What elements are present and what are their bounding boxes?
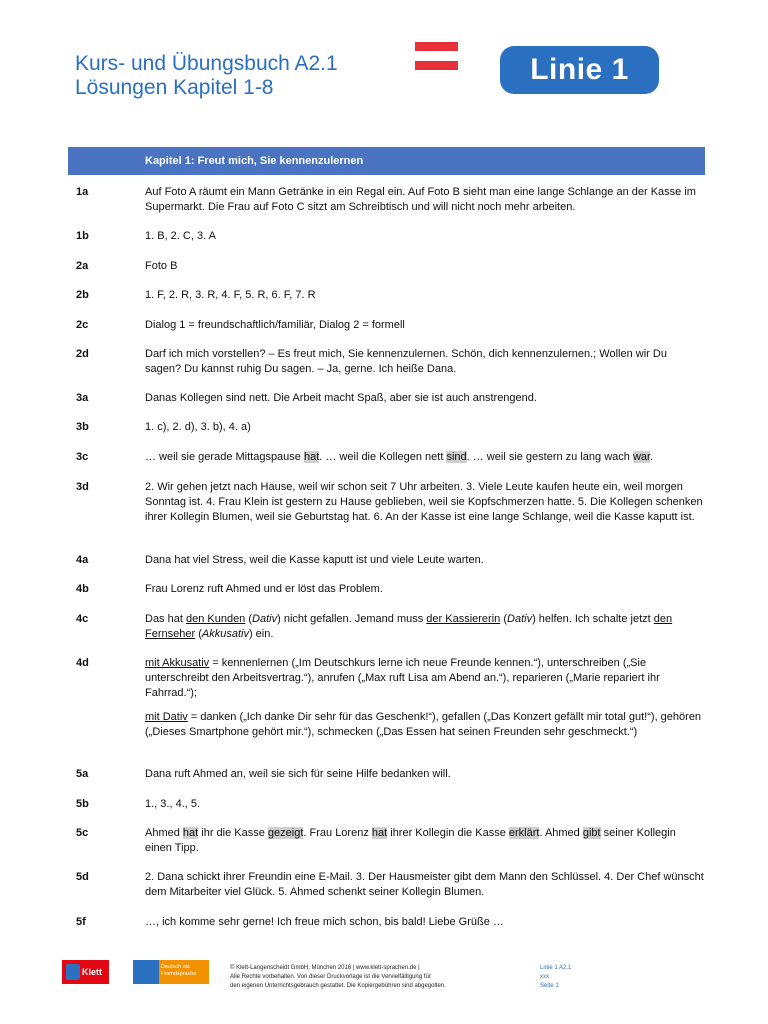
solution-text — [145, 915, 705, 930]
text-segment: Ahmed — [145, 827, 183, 839]
klett-logo — [62, 960, 109, 984]
flag-stripe-top — [415, 42, 458, 51]
text-segment: ) ein. — [248, 628, 274, 640]
text-segment: Auf Foto A räumt ein Mann Getränke in ein Regal ein. Auf Foto B sieht man eine lange Schlange an der Kasse im Supermarkt. Die Frau auf Foto C sitzt am Schreibtisch und will nicht noch mehr arbeiten. — [145, 186, 696, 213]
text-segment: 1. F, 2. R, 3. R, 4. F, 5. R, 6. F, 7. R — [145, 289, 316, 301]
exercise-label: 5a — [76, 768, 89, 780]
copyright-line: Alle Rechte vorbehalten. Von dieser Druckvorlage ist die Vervielfältigung für — [230, 974, 431, 980]
underlined-term: mit Dativ — [145, 711, 188, 723]
highlighted-verb: gibt — [582, 827, 601, 839]
klett-mark-icon — [66, 964, 80, 980]
text-segment: = kennenlernen („Im Deutschkurs lerne ich neue Freunde kennen.“), unterschreiben („Sie unterschreibt den Arbeitsvertrag.“), anrufen („Max ruft Lisa am Abend an.“), reparieren („Marie repariert ihr Fahrrad.“); — [145, 657, 660, 699]
text-segment: ihrer Kollegin die Kasse — [387, 827, 509, 839]
solution-text — [145, 229, 705, 244]
exercise-label: 5d — [76, 871, 89, 883]
text-segment: = danken („Ich danke Dir sehr für das Geschenk!“), gefallen („Das Konzert gefällt mir total gut!“), gehören („Dieses Smartphone gehört mir.“), schmecken („Das Essen hat seinen Freunden sehr geschmeckt.“) — [145, 711, 702, 738]
title-line-1: Kurs- und Übungsbuch A2.1 — [75, 52, 338, 75]
solution-text — [145, 318, 705, 333]
text-segment: Frau Lorenz ruft Ahmed und er löst das Problem. — [145, 583, 383, 595]
exercise-label: 2a — [76, 260, 89, 272]
highlighted-verb: erklärt — [508, 827, 540, 839]
highlighted-verb: hat — [182, 827, 199, 839]
solution-text — [145, 612, 705, 642]
exercise-label: 3c — [76, 451, 89, 463]
solution-text — [145, 450, 705, 465]
highlighted-verb: hat — [303, 451, 320, 463]
solution-text — [145, 553, 705, 568]
solution-text — [145, 259, 705, 274]
exercise-label: 4d — [76, 657, 89, 669]
copyright-text — [230, 964, 520, 991]
text-segment: ( — [195, 628, 202, 640]
solution-text — [145, 710, 705, 740]
solution-text — [145, 656, 705, 701]
exercise-label: 4c — [76, 613, 89, 625]
case-label: Dativ — [252, 613, 278, 625]
solution-text — [145, 288, 705, 303]
exercise-label: 4b — [76, 583, 89, 595]
exercise-label: 1b — [76, 230, 89, 242]
page-info — [540, 964, 571, 991]
text-segment: ( — [500, 613, 508, 625]
exercise-label: 2c — [76, 319, 89, 331]
text-segment: … weil sie gerade Mittagspause — [145, 451, 304, 463]
exercise-label: 3b — [76, 421, 89, 433]
text-segment: ) nicht gefallen. Jemand muss — [277, 613, 427, 625]
text-segment: . … weil sie gestern zu lang wach — [466, 451, 633, 463]
highlighted-verb: war — [632, 451, 651, 463]
text-segment: 1. c), 2. d), 3. b), 4. a) — [145, 421, 251, 433]
highlighted-verb: sind — [446, 451, 467, 463]
copyright-line: © Klett-Langenscheidt GmbH, München 2016 | www.klett-sprachen.de | — [230, 965, 420, 971]
text-segment: Darf ich mich vorstellen? – Es freut mich, Sie kennenzulernen. Schön, dich kennenzulernen.; Wollen wir Du sagen? Du kannst ruhig Du sagen. – Ja, gerne. Ich heiße Dana. — [145, 348, 667, 375]
text-segment: ( — [245, 613, 253, 625]
solution-text — [145, 582, 705, 597]
solution-text — [145, 420, 705, 435]
text-segment: . — [650, 451, 654, 463]
daf-logo — [133, 960, 209, 984]
title-line-2: Lösungen Kapitel 1-8 — [75, 76, 274, 99]
text-segment: Danas Kollegen sind nett. Die Arbeit macht Spaß, aber sie ist auch anstrengend. — [145, 392, 537, 404]
text-segment: Dialog 1 = freundschaftlich/familiär, Dialog 2 = formell — [145, 319, 405, 331]
exercise-label: 3d — [76, 481, 89, 493]
text-segment: . Frau Lorenz — [303, 827, 372, 839]
exercise-label: 3a — [76, 392, 89, 404]
text-segment: …, ich komme sehr gerne! Ich freue mich schon, bis bald! Liebe Grüße … — [145, 916, 504, 928]
text-segment: 1. B, 2. C, 3. A — [145, 230, 216, 242]
chapter-header-bar — [68, 147, 705, 175]
solution-text — [145, 870, 705, 900]
case-label: Akkusativ — [201, 628, 249, 640]
page-number: Seite 1 — [540, 983, 559, 989]
flag-stripe-bottom — [415, 61, 458, 70]
linie1-logo: Linie 1 — [500, 46, 659, 94]
text-segment: . … weil die Kollegen nett — [319, 451, 447, 463]
text-segment: 2. Wir gehen jetzt nach Hause, weil wir schon seit 7 Uhr arbeiten. 3. Viele Leute kaufen heute ein, weil morgen Sonntag ist. 4. Frau Klein ist gestern zu Hause geblieben, weil sie Kopfschmerzen hatte. 5. Die Kollegen schenken ihrer Kollegin Blumen, weil sie Geburtstag hat. 6. An der Kasse ist eine lange Schlange, weil die Kasse kaputt ist. — [145, 481, 703, 523]
text-segment: Dana hat viel Stress, weil die Kasse kaputt ist und viele Leute warten. — [145, 554, 484, 566]
text-segment: Foto B — [145, 260, 178, 272]
exercise-label: 4a — [76, 554, 89, 566]
text-segment: ihr die Kasse — [198, 827, 268, 839]
exercise-label: 5f — [76, 916, 86, 928]
flag-stripe-middle — [415, 51, 458, 60]
underlined-term: den Fernseher — [145, 613, 673, 640]
solution-text — [145, 185, 705, 215]
highlighted-verb: gezeigt — [267, 827, 304, 839]
underlined-term: mit Akkusativ — [145, 657, 210, 669]
solution-text — [145, 391, 705, 406]
text-segment: seiner Kollegin einen Tipp. — [145, 827, 676, 854]
chapter-title: Kapitel 1: Freut mich, Sie kennenzulernen — [145, 155, 364, 167]
footer — [0, 960, 768, 1000]
page-info-book: Linie 1 A2.1 — [540, 965, 572, 971]
solution-text — [145, 826, 705, 856]
highlighted-verb: hat — [371, 827, 388, 839]
page-info-code: xxx — [540, 974, 549, 980]
exercise-label: 5c — [76, 827, 89, 839]
text-segment: 2. Dana schickt ihrer Freundin eine E-Mail. 3. Der Hausmeister gibt dem Mann den Schlüssel. 4. Der Chef wünscht dem Mitarbeiter viel Glück. 5. Ahmed schenkt seiner Kollegin Blumen. — [145, 871, 704, 898]
case-label: Dativ — [507, 613, 533, 625]
solution-text — [145, 347, 705, 377]
text-segment: . Ahmed — [539, 827, 583, 839]
exercise-label: 2b — [76, 289, 89, 301]
klett-logo-text: Klett — [82, 967, 102, 977]
exercise-label: 1a — [76, 186, 89, 198]
daf-logo-text: Deutsch als Fremdsprache — [161, 964, 197, 977]
text-segment: Dana ruft Ahmed an, weil sie sich für seine Hilfe bedanken will. — [145, 768, 451, 780]
text-segment: ) helfen. Ich schalte jetzt — [532, 613, 654, 625]
copyright-line: den eigenen Unterrichtsgebrauch gestattet. Die Kopiergebühren sind abgegolten. — [230, 983, 446, 989]
page-title — [75, 52, 338, 100]
underlined-term: der Kassiererin — [426, 613, 501, 625]
solution-text — [145, 797, 705, 812]
text-segment: 1., 3., 4., 5. — [145, 798, 201, 810]
solution-text — [145, 767, 705, 782]
austria-flag-icon — [415, 42, 458, 70]
text-segment: Das hat — [145, 613, 186, 625]
exercise-label: 5b — [76, 798, 89, 810]
underlined-term: den Kunden — [185, 613, 246, 625]
exercise-label: 2d — [76, 348, 89, 360]
solution-text — [145, 480, 705, 525]
